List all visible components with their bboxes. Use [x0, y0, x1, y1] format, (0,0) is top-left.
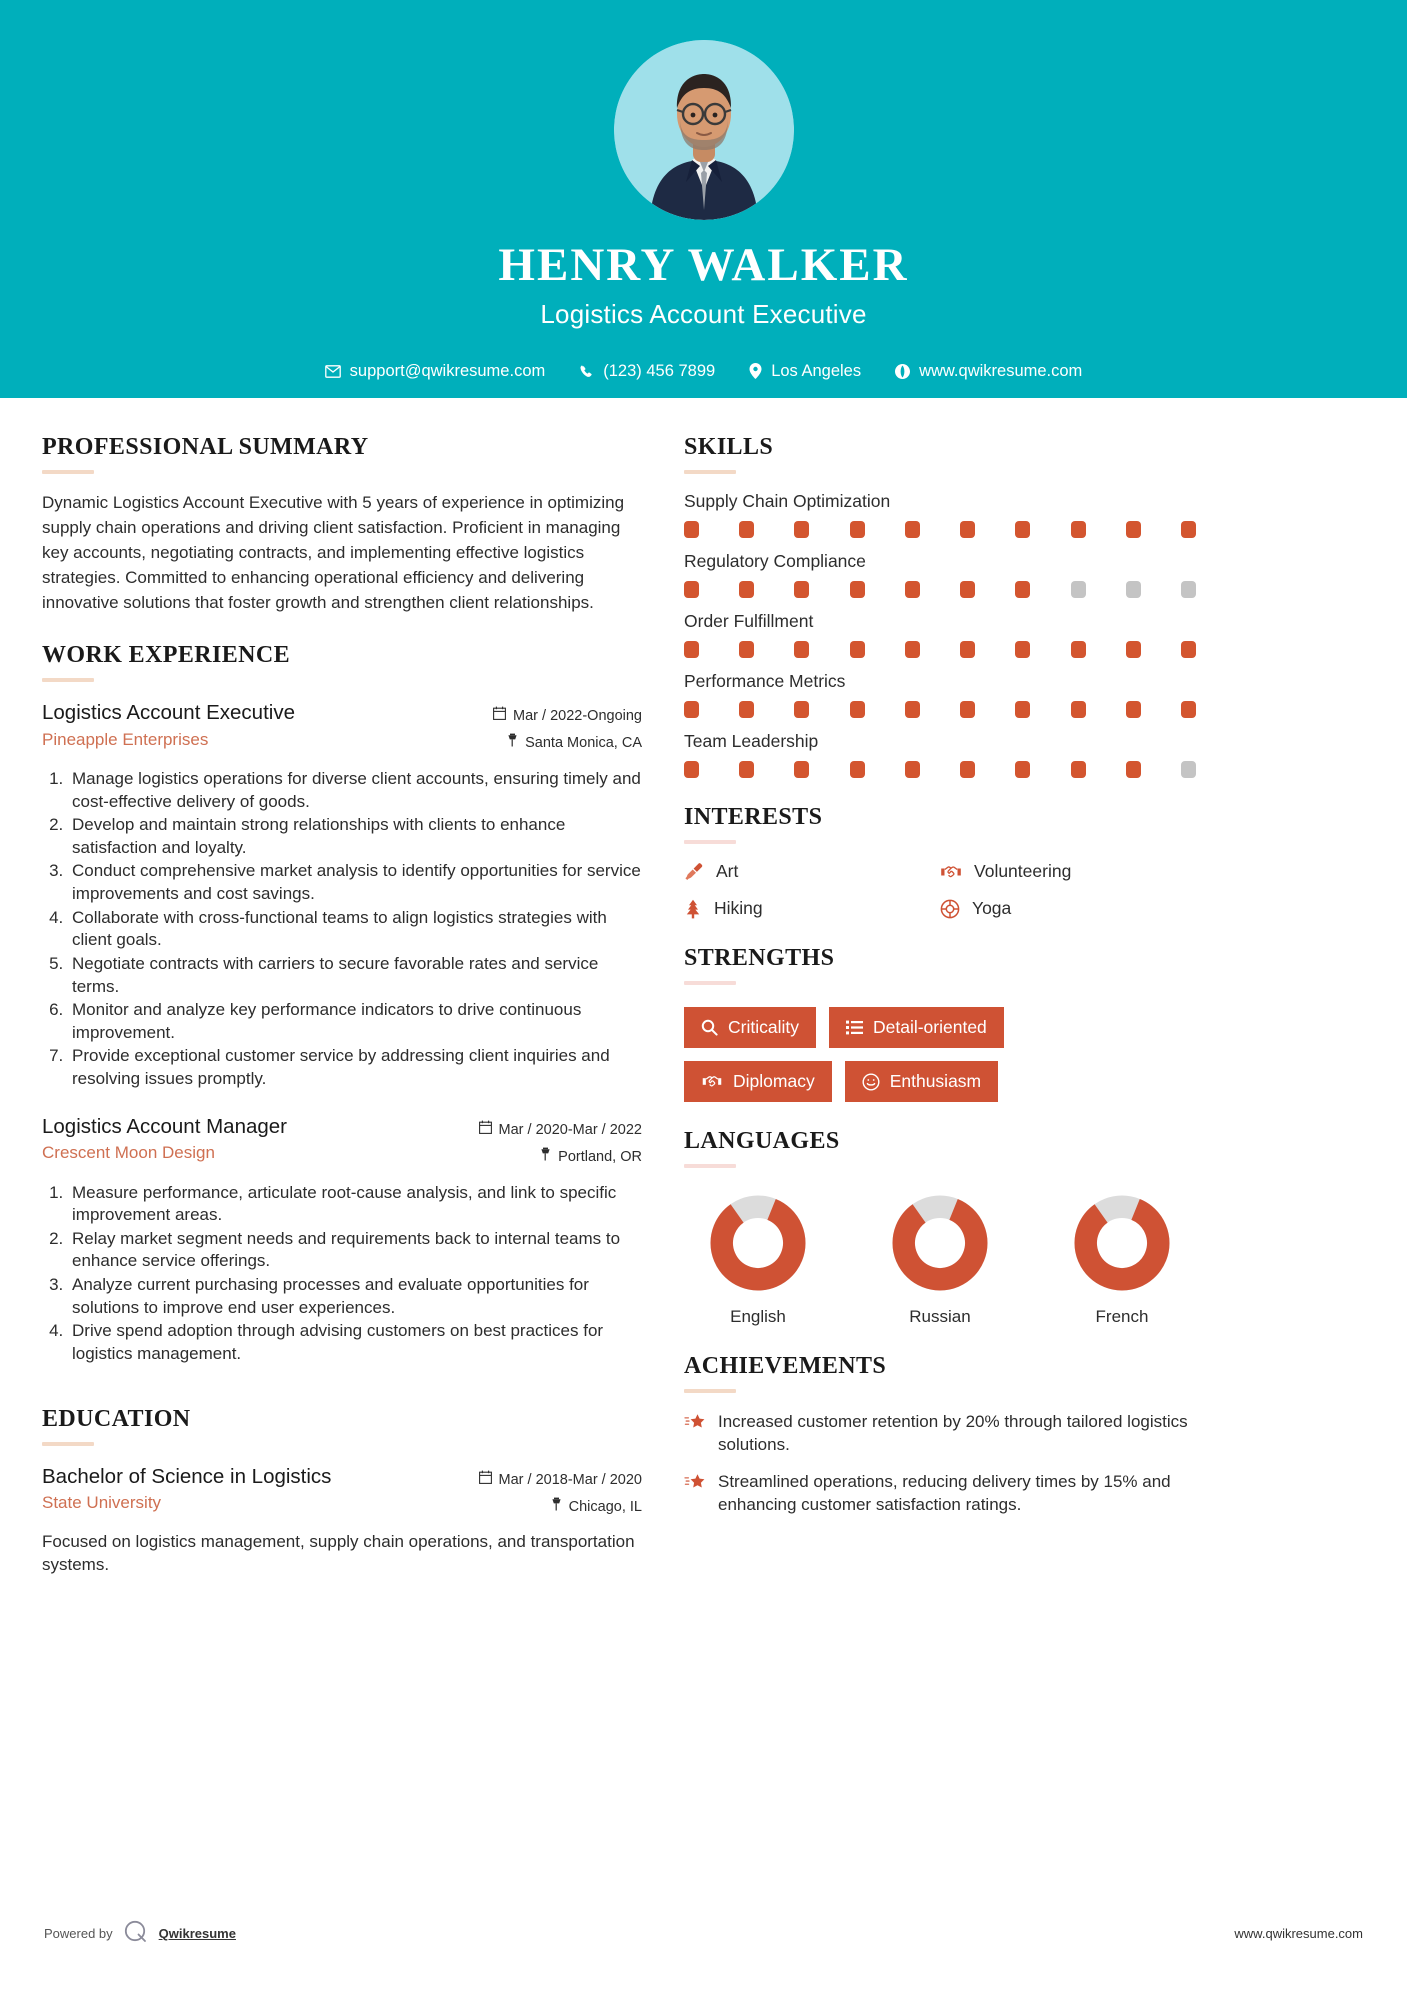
language-donut-chart: [890, 1193, 990, 1293]
achievement-text: Streamlined operations, reducing delivery times by 15% and enhancing customer satisfaction ratings.: [718, 1471, 1171, 1515]
summary-text: Dynamic Logistics Account Executive with 5 years of experience in optimizing supply chain operations and driving client satisfaction. Proficient in managing key accounts, negotiating contracts, and implementing effective logistics strategies. Committed to enhancing operational efficiency and delivering innovative solutions that foster growth and strengthen client relationships.: [42, 493, 625, 612]
rating-dot: [739, 641, 754, 658]
rating-dot: [850, 701, 865, 718]
skill-rating: [684, 581, 1196, 598]
experience-heading: WORK EXPERIENCE: [42, 641, 291, 668]
language-label: English: [730, 1307, 786, 1326]
rating-dot: [1015, 761, 1030, 778]
avatar: [614, 40, 794, 220]
rating-dot: [739, 761, 754, 778]
education-dates-line: [479, 1467, 642, 1495]
rating-dot: [1181, 761, 1196, 778]
achievements-heading: ACHIEVEMENTS: [684, 1353, 887, 1379]
education-heading: EDUCATION: [42, 1405, 191, 1432]
rating-dot: [905, 521, 920, 538]
job-location-line: [479, 1144, 642, 1172]
strength-label: Diplomacy: [733, 1071, 815, 1091]
job-dates: Mar / 2020-Mar / 2022: [498, 1121, 642, 1138]
skill-label: Order Fulfillment: [684, 611, 814, 631]
footer-website[interactable]: www.qwikresume.com: [1234, 1926, 1363, 1941]
language-label: French: [1095, 1307, 1149, 1326]
list-item: 4. Collaborate with cross-functional teams to align logistics strategies with client goals.: [68, 907, 642, 952]
section-rule: [684, 1164, 736, 1168]
rating-dot: [684, 761, 699, 778]
job-role: Logistics Account Manager: [42, 1114, 287, 1138]
list-item: 2. Develop and maintain strong relationships with clients to enhance satisfaction and loyalty.: [68, 814, 642, 859]
strength-chip-enthusiasm: [845, 1061, 998, 1102]
pin-icon: [551, 1494, 562, 1522]
skill-label: Supply Chain Optimization: [684, 491, 891, 511]
rating-dot: [1071, 701, 1086, 718]
handshake-icon: [701, 1073, 723, 1090]
entry-meta: [479, 1463, 642, 1522]
entry-meta: [479, 1113, 642, 1172]
interest-label: Yoga: [972, 898, 1012, 918]
paintbrush-icon: [684, 862, 704, 882]
degree-title: Bachelor of Science in Logistics: [42, 1464, 332, 1488]
rating-dot: [1126, 581, 1141, 598]
candidate-job-title: Logistics Account Executive: [540, 298, 867, 329]
job-bullets: [42, 1182, 642, 1366]
language-item: [1052, 1193, 1192, 1327]
interests-heading: INTERESTS: [684, 804, 823, 830]
skill-rating: [684, 761, 1196, 778]
section-rule: [42, 1442, 94, 1446]
rating-dot: [960, 701, 975, 718]
list-icon: [846, 1020, 863, 1035]
strength-chip-detail-oriented: [829, 1007, 1004, 1048]
job-location-line: [493, 730, 642, 758]
list-item: 6. Monitor and analyze key performance indicators to drive continuous improvement.: [68, 999, 642, 1044]
magnifier-icon: [701, 1019, 718, 1036]
skill-label: Performance Metrics: [684, 671, 846, 691]
rating-dot: [905, 641, 920, 658]
summary-heading: PROFESSIONAL SUMMARY: [42, 434, 369, 460]
entry-header: [42, 699, 642, 758]
entry-header: [42, 1113, 642, 1172]
section-strengths: [684, 945, 1196, 1102]
resume-header: [0, 0, 1407, 398]
envelope-icon: [325, 365, 341, 378]
rating-dot: [1181, 521, 1196, 538]
experience-entry: [42, 1113, 642, 1366]
job-role: Logistics Account Executive: [42, 700, 295, 724]
section-achievements: [684, 1353, 1196, 1517]
strengths-heading: STRENGTHS: [684, 945, 835, 971]
languages-grid: [684, 1185, 1196, 1327]
calendar-icon: [479, 1467, 492, 1495]
rating-dot: [1015, 581, 1030, 598]
strength-chip-diplomacy: [684, 1061, 832, 1102]
contact-location-text: Los Angeles: [771, 361, 862, 380]
interest-yoga: [940, 898, 1196, 919]
pin-icon: [540, 1144, 551, 1172]
skill-rating: [684, 701, 1196, 718]
achievement-item: [684, 1410, 1196, 1457]
job-dates-line: [493, 703, 642, 731]
phone-icon: [579, 364, 594, 379]
rating-dot: [684, 581, 699, 598]
footer-brand-link[interactable]: Qwikresume: [158, 1926, 236, 1941]
rating-dot: [960, 761, 975, 778]
strengths-row: [684, 1061, 1196, 1102]
strength-chip-criticality: [684, 1007, 816, 1048]
rating-dot: [905, 581, 920, 598]
pin-icon: [507, 730, 518, 758]
rating-dot: [684, 521, 699, 538]
star-icon: [684, 1410, 706, 1433]
job-company: Pineapple Enterprises: [42, 729, 209, 749]
job-location: Portland, OR: [558, 1149, 642, 1166]
skill-row: [684, 731, 1196, 778]
strength-label: Detail-oriented: [872, 1017, 987, 1037]
education-description: Focused on logistics management, supply chain operations, and transportation systems.: [42, 1531, 635, 1575]
language-donut-chart: [1072, 1193, 1172, 1293]
contact-email-text: support@qwikresume.com: [349, 361, 546, 380]
qwikresume-logo-icon: [123, 1919, 149, 1948]
rating-dot: [794, 701, 809, 718]
rating-dot: [794, 581, 809, 598]
rating-dot: [739, 701, 754, 718]
rating-dot: [1071, 521, 1086, 538]
contact-phone[interactable]: [562, 362, 732, 381]
section-languages: [684, 1128, 1196, 1327]
rating-dot: [850, 641, 865, 658]
rating-dot: [905, 761, 920, 778]
calendar-icon: [493, 703, 506, 731]
contact-website[interactable]: [878, 362, 1099, 381]
entry-header: [42, 1463, 642, 1522]
skill-label: Regulatory Compliance: [684, 551, 866, 571]
strengths-list: [684, 1007, 1196, 1102]
section-rule: [684, 470, 736, 474]
section-professional-summary: [42, 434, 642, 616]
candidate-name: HENRY WALKER: [498, 239, 909, 291]
resume-body: [0, 398, 1407, 1603]
rating-dot: [794, 761, 809, 778]
job-bullets: [42, 768, 642, 1091]
section-work-experience: [42, 642, 642, 1366]
skill-row: [684, 551, 1196, 598]
list-item: 5. Negotiate contracts with carriers to secure favorable rates and service terms.: [68, 953, 642, 998]
skill-row: [684, 491, 1196, 538]
section-rule: [42, 470, 94, 474]
rating-dot: [1126, 521, 1141, 538]
rating-dot: [850, 761, 865, 778]
strength-label: Criticality: [728, 1017, 799, 1037]
job-dates-line: [479, 1117, 642, 1145]
list-item: 2. Relay market segment needs and requirements back to internal teams to enhance service offerings.: [68, 1228, 642, 1273]
footer-powered-by: [44, 1919, 236, 1948]
interests-grid: [684, 861, 1196, 919]
strengths-row: [684, 1007, 1196, 1048]
language-item: [688, 1193, 828, 1327]
list-item: 4. Drive spend adoption through advising customers on best practices for logistics management.: [68, 1320, 642, 1365]
list-item: 7. Provide exceptional customer service by addressing client inquiries and resolving issues promptly.: [68, 1045, 642, 1090]
section-rule: [684, 840, 736, 844]
education-location: Chicago, IL: [568, 1499, 642, 1516]
skill-row: [684, 671, 1196, 718]
footer-powered-label: Powered by: [44, 1926, 113, 1941]
experience-entry: [42, 699, 642, 1091]
rating-dot: [1015, 641, 1030, 658]
left-column: [42, 434, 642, 1603]
interest-volunteering: [940, 861, 1196, 882]
section-interests: [684, 804, 1196, 919]
rating-dot: [739, 521, 754, 538]
rating-dot: [850, 581, 865, 598]
job-dates: Mar / 2022-Ongoing: [513, 707, 642, 724]
rating-dot: [1071, 641, 1086, 658]
rating-dot: [960, 521, 975, 538]
rating-dot: [684, 641, 699, 658]
globe-icon: [895, 364, 910, 379]
education-dates: Mar / 2018-Mar / 2020: [498, 1471, 642, 1488]
section-rule: [684, 981, 736, 985]
language-label: Russian: [909, 1307, 971, 1326]
interest-art: [684, 861, 940, 882]
rating-dot: [1181, 641, 1196, 658]
section-rule: [684, 1389, 736, 1393]
school-name: State University: [42, 1493, 162, 1513]
education-location-line: [479, 1494, 642, 1522]
resume-footer: [0, 1919, 1407, 1948]
calendar-icon: [479, 1117, 492, 1145]
strength-label: Enthusiasm: [889, 1071, 982, 1091]
contact-email[interactable]: [308, 362, 563, 381]
list-item: 1. Measure performance, articulate root-cause analysis, and link to specific improvement areas.: [68, 1182, 642, 1227]
rating-dot: [1126, 641, 1141, 658]
education-entry: [42, 1463, 642, 1578]
section-rule: [42, 678, 94, 682]
rating-dot: [739, 581, 754, 598]
contact-website-text: www.qwikresume.com: [919, 361, 1083, 380]
rating-dot: [1015, 701, 1030, 718]
rating-dot: [960, 581, 975, 598]
rating-dot: [794, 641, 809, 658]
skill-row: [684, 611, 1196, 658]
rating-dot: [1071, 761, 1086, 778]
rating-dot: [1015, 521, 1030, 538]
language-item: [870, 1193, 1010, 1327]
right-column: [684, 434, 1196, 1603]
skill-rating: [684, 641, 1196, 658]
achievement-item: [684, 1470, 1196, 1517]
interest-label: Volunteering: [974, 861, 1072, 881]
interest-label: Art: [716, 861, 739, 881]
rating-dot: [794, 521, 809, 538]
list-item: 1. Manage logistics operations for diverse client accounts, ensuring timely and cost-effective delivery of goods.: [68, 768, 642, 813]
profile-photo-icon: [614, 40, 794, 220]
rating-dot: [1181, 701, 1196, 718]
rating-dot: [1126, 701, 1141, 718]
rating-dot: [1126, 761, 1141, 778]
job-location: Santa Monica, CA: [525, 735, 642, 752]
section-skills: [684, 434, 1196, 778]
rating-dot: [1071, 581, 1086, 598]
rating-dot: [1181, 581, 1196, 598]
smiley-icon: [862, 1073, 880, 1091]
skill-label: Team Leadership: [684, 731, 819, 751]
skill-rating: [684, 521, 1196, 538]
list-item: 3. Analyze current purchasing processes and evaluate opportunities for solutions to improve end user experiences.: [68, 1274, 642, 1319]
map-pin-icon: [749, 363, 762, 379]
job-company: Crescent Moon Design: [42, 1143, 215, 1163]
achievement-text: Increased customer retention by 20% through tailored logistics solutions.: [718, 1412, 1188, 1455]
life-ring-icon: [940, 899, 960, 919]
contact-location[interactable]: [732, 362, 878, 381]
rating-dot: [850, 521, 865, 538]
rating-dot: [905, 701, 920, 718]
languages-heading: LANGUAGES: [684, 1128, 840, 1154]
rating-dot: [684, 701, 699, 718]
star-icon: [684, 1470, 706, 1493]
skills-heading: SKILLS: [684, 434, 774, 460]
pine-tree-icon: [684, 899, 702, 919]
contact-row: [308, 362, 1100, 381]
language-donut-chart: [708, 1193, 808, 1293]
interest-label: Hiking: [714, 898, 763, 918]
rating-dot: [960, 641, 975, 658]
interest-hiking: [684, 898, 940, 919]
contact-phone-text: (123) 456 7899: [603, 361, 716, 380]
handshake-icon: [940, 863, 962, 881]
entry-meta: [493, 699, 642, 758]
section-education: [42, 1406, 642, 1578]
list-item: 3. Conduct comprehensive market analysis to identify opportunities for service improvements and cost savings.: [68, 860, 642, 905]
